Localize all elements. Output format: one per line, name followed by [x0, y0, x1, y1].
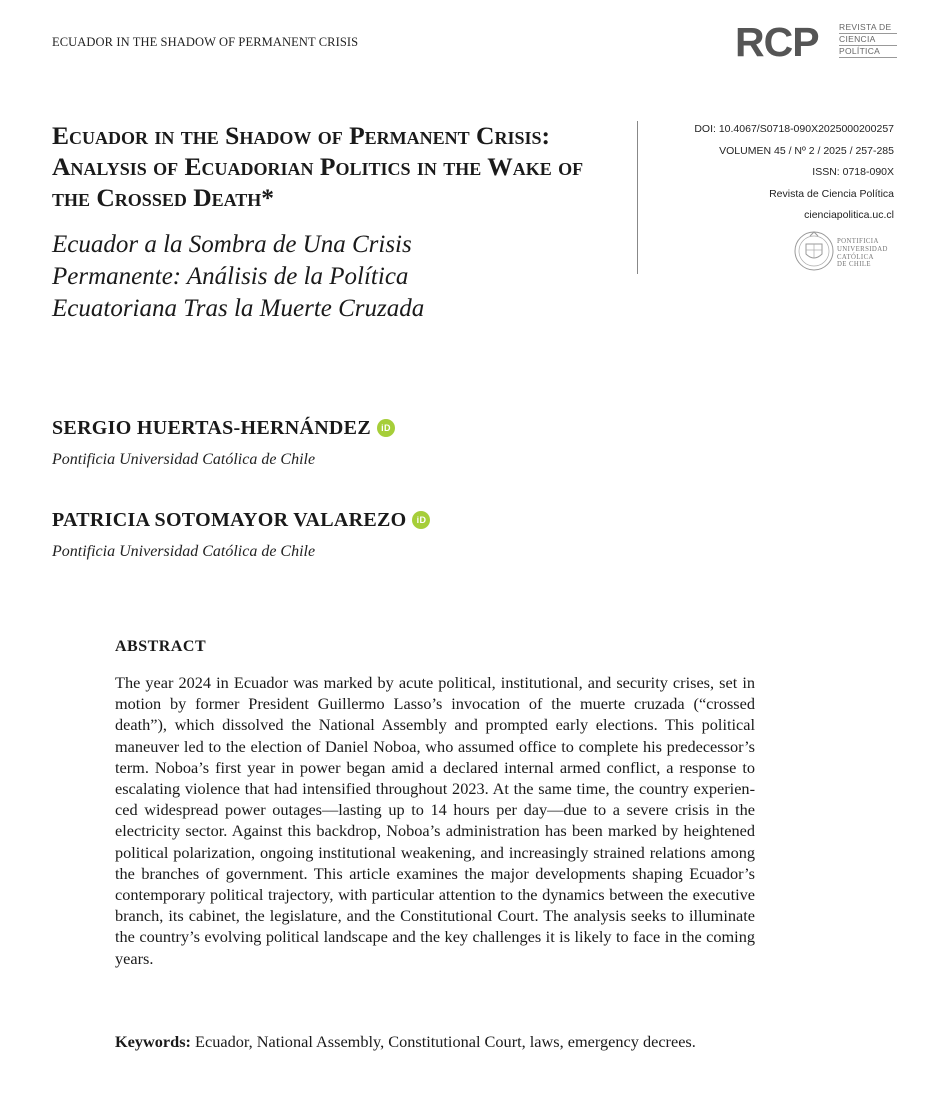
logo-subtitle-line: REVISTA DE [839, 22, 897, 34]
author-affiliation: Pontificia Universidad Católica de Chile [52, 543, 316, 560]
seal-text-line: CATÓLICA [837, 253, 874, 261]
author-name [52, 417, 395, 440]
abstract-text: The year 2024 in Ecuador was marked by acute political, institutional, and security crises, set in motion by former President Guillermo Lasso’s invocation of the muerte cruzada (“crossed death”), which dissolved the National Assembly and prompted early elections. This political maneuver led to the election of Daniel Noboa, who assumed office to complete his predecessor’s term. Noboa’s first year in power began amid a declared internal armed conflict, a response to escalating violence that had intensified throughout 2023. At the same time, the country experienced widespread power outages—lasting up to 14 hours per day—due to a severe crisis in the electricity sector. Against this backdrop, Noboa’s administration has been marked by heightened political polarization, ongoing institutional weakening, and increasingly strained relations among the branches of government. This article examines the major developments shaping Ecuador’s contemporary political trajectory, with particular attention to the dynamics between the executive branch, its cabinet, the legislature, and the Constitutional Court. The analysis seeks to illuminate the country’s evolving political landscape and the key challenges it is likely to face in the coming years. [115, 673, 755, 968]
university-crest-icon [793, 224, 835, 278]
publication-metadata [644, 119, 894, 227]
issn: ISSN: 0718-090X [812, 166, 894, 178]
logo-subtitle [839, 22, 897, 58]
title-spanish-line: Permanente: Análisis de la Política [52, 263, 409, 290]
author-affiliation: Pontificia Universidad Católica de Chile [52, 451, 316, 468]
journal-name: Revista de Ciencia Política [769, 187, 894, 200]
keywords-text: Ecuador, National Assembly, Constitutional Court, laws, emergency decrees. [195, 1032, 696, 1051]
journal-logo [735, 19, 900, 67]
seal-text-line: DE CHILE [837, 261, 871, 269]
volume-info: VOLUMEN 45 / Nº 2 / 2025 / 257-285 [719, 144, 894, 157]
meta-divider [637, 121, 638, 274]
keywords [115, 1031, 755, 1052]
seal-text [837, 238, 888, 269]
orcid-icon[interactable]: iD [377, 419, 395, 437]
logo-subtitle-line: POLÍTICA [839, 46, 897, 58]
author-name-text: PATRICIA SOTOMAYOR VALAREZO [52, 509, 407, 531]
keywords-label: Keywords: [115, 1032, 191, 1051]
author-name [52, 509, 430, 532]
article-title: Ecuador in the Shadow of Permanent Crisis: Analysis of Ecuadorian Politics in the Wake of the Crossed Death* [52, 121, 584, 212]
title-spanish-line: Ecuador a la Sombra de Una Crisis [52, 231, 412, 258]
author-name-text: SERGIO HUERTAS-HERNÁNDEZ [52, 417, 371, 439]
doi-link[interactable]: DOI: 10.4067/S0718-090X2025000200257 [694, 123, 894, 135]
title-spanish-line: Ecuatoriana Tras la Muerte Cruzada [52, 295, 425, 322]
logo-subtitle-line: CIENCIA [839, 34, 897, 46]
seal-text-line: PONTIFICIA [837, 238, 879, 245]
running-head: ECUADOR IN THE SHADOW OF PERMANENT CRISIS [52, 35, 359, 49]
logo-mark: RCP [735, 19, 819, 65]
university-seal [793, 224, 898, 276]
article-title-spanish [52, 229, 612, 325]
abstract-heading: ABSTRACT [115, 638, 207, 655]
seal-text-line: UNIVERSIDAD [837, 245, 888, 253]
journal-url[interactable]: cienciapolitica.uc.cl [804, 209, 894, 221]
orcid-icon[interactable]: iD [412, 511, 430, 529]
